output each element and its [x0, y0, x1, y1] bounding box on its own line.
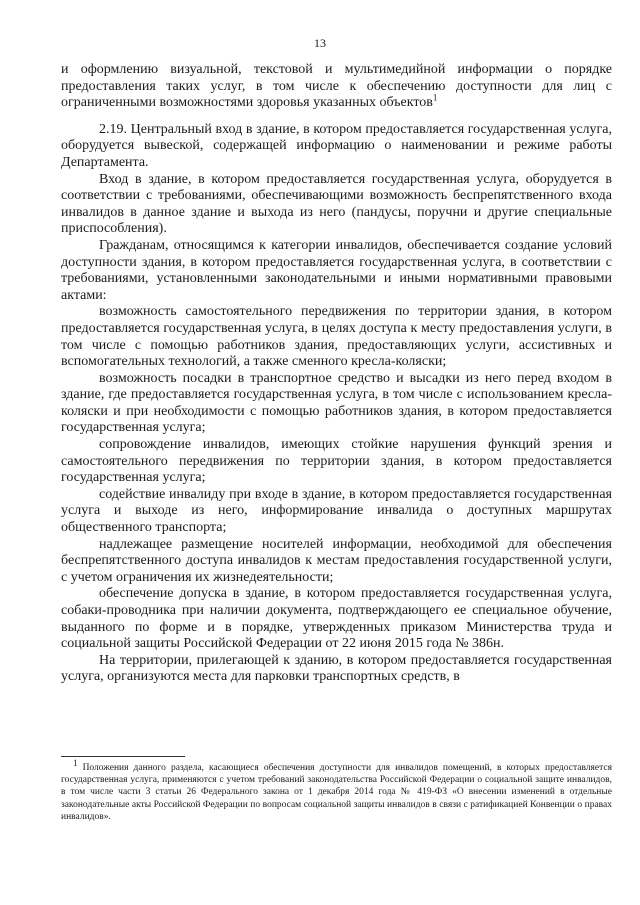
- paragraph-parking: На территории, прилегающей к зданию, в котором предоставляется государственная услуга, организуются места для парковки транспортных средств, в: [61, 652, 612, 685]
- paragraph-text: и оформлению визуальной, текстовой и мультимедийной информации о порядке предоставления таких услуг, в том числе к обеспечению доступности для лиц с ограниченными возможностями здоровья указанных объектов: [61, 62, 612, 111]
- list-item-guide-dog: обеспечение допуска в здание, в котором предоставляется государственная услуга, собаки-проводника при наличии документа, подтверждающего ее специальное обучение, выданного по форме и в порядке, утвержденных приказом Министерства труда и социальной защиты Российской Федерации от 22 июня 2015 года № 386н.: [61, 586, 612, 652]
- list-item-movement: возможность самостоятельного передвижения по территории здания, в котором предоставляется государственная услуга, в целях доступа к месту предоставления услуги, в том числе с помощью работников здания, предоставляющих услуги, ассистивных и вспомогательных технологий, а также сменного кресла-коляски;: [61, 304, 612, 370]
- footnote-reference: 1: [432, 92, 438, 103]
- footnote-mark: 1: [73, 757, 78, 768]
- paragraph-continuation: [61, 62, 612, 112]
- footnote-divider: [61, 756, 185, 757]
- paragraph-accessibility-conditions: Гражданам, относящимся к категории инвалидов, обеспечивается создание условий доступности здания, в котором предоставляется государственная услуга, в соответствии с требованиями, установленными законодательными и иными нормативными правовыми актами:: [61, 237, 612, 303]
- paragraph-2-19: 2.19. Центральный вход в здание, в котором предоставляется государственная услуга, оборудуется вывеской, содержащей информацию о наименовании и режиме работы Департамента.: [61, 121, 612, 170]
- footnote-text: Положения данного раздела, касающиеся обеспечения доступности для инвалидов помещений, в которых предоставляется государственная услуга, применяются с учетом требований законодательства Российской Федерации о социальной защите инвалидов, в том числе части 3 статьи 26 Федерального закона от 1 декабря 2014 года № 419-ФЗ «О внесении изменений в отдельные законодательные акты Российской Федерации по вопросам социальной защиты инвалидов в связи с ратификацией Конвенции о правах инвалидов».: [61, 763, 612, 822]
- list-item-information-carriers: надлежащее размещение носителей информации, необходимой для обеспечения беспрепятственного доступа инвалидов к местам предоставления государственной услуги, с учетом ограничения их жизнедеятельности;: [61, 536, 612, 585]
- footnote: [61, 757, 612, 823]
- paragraph-entrance: Вход в здание, в котором предоставляется государственная услуга, оборудуется в соответствии с требованиями, обеспечивающими возможность беспрепятственного входа инвалидов в данное здание и выхода из него (пандусы, поручни и другие специальные приспособления).: [61, 171, 612, 237]
- document-body: [61, 62, 612, 686]
- list-item-assistance: содействие инвалиду при входе в здание, в котором предоставляется государственная услуга и выходе из него, информирование инвалида о доступных маршрутах общественного транспорта;: [61, 486, 612, 536]
- page-number: 13: [314, 36, 326, 50]
- list-item-transport: возможность посадки в транспортное средство и высадки из него перед входом в здание, где предоставляется государственная услуга, в том числе с использованием кресла-коляски и при необходимости с помощью работников здания, в котором предоставляется государственная услуга;: [61, 370, 612, 436]
- list-item-escort: сопровождение инвалидов, имеющих стойкие нарушения функций зрения и самостоятельного передвижения по территории здания, в котором предоставляется государственная услуга;: [61, 437, 612, 486]
